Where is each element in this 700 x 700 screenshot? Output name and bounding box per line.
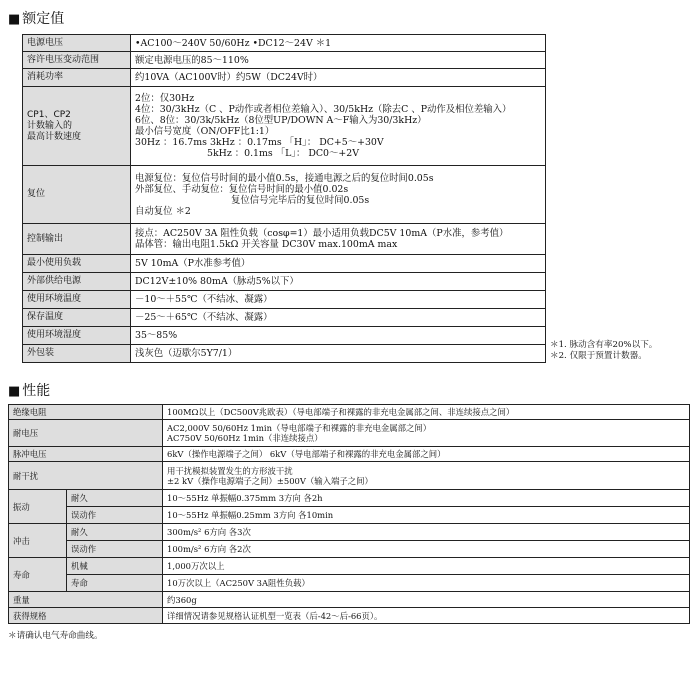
row-label: 振动 xyxy=(9,490,67,524)
table-row xyxy=(9,575,690,592)
section-title-performance: ■ 性能 xyxy=(8,383,51,399)
row-sublabel: 耐久 xyxy=(67,524,163,541)
table-row xyxy=(9,462,690,490)
table-row xyxy=(23,52,546,69)
table-row xyxy=(9,405,690,420)
row-label: 控制输出 xyxy=(23,224,131,255)
row-value: －25～＋65℃（不结冰、凝露） xyxy=(131,309,546,327)
row-label: 保存温度 xyxy=(23,309,131,327)
row-label: 消耗功率 xyxy=(23,69,131,87)
table-row xyxy=(9,558,690,575)
row-value: 浅灰色（迈歇尔5Y7/1） xyxy=(131,345,546,363)
row-label: 使用环境湿度 xyxy=(23,327,131,345)
row-label: 耐干扰 xyxy=(9,462,163,490)
row-value: 10～55Hz 单振幅0.25mm 3方向 各10min xyxy=(163,507,690,524)
row-label: 寿命 xyxy=(9,558,67,592)
black-square-icon: ■ xyxy=(8,384,21,399)
row-value: •AC100～240V 50/60Hz •DC12～24V ＊1 xyxy=(131,35,546,52)
row-value: 电源复位：复位信号时间的最小值0.5s，接通电源之后的复位时间0.05s 外部复位、手动复位：复位信号时间的最小值0.02s 复位信号完毕后的复位时间0.05s 自动复位 ＊2 xyxy=(131,166,546,224)
ratings-table xyxy=(22,34,546,363)
table-row xyxy=(9,447,690,462)
row-value: 1,000万次以上 xyxy=(163,558,690,575)
table-row xyxy=(9,608,690,624)
row-value: 100m/s² 6方向 各2次 xyxy=(163,541,690,558)
row-sublabel: 耐久 xyxy=(67,490,163,507)
row-value: DC12V±10% 80mA（脉动5%以下） xyxy=(131,273,546,291)
footnote-1: ＊1. 脉动含有率20%以下。 xyxy=(550,340,658,350)
section-title-ratings: ■ 额定值 xyxy=(8,11,65,27)
row-value: 约10VA（AC100V时）约5W（DC24V时） xyxy=(131,69,546,87)
row-label: 耐电压 xyxy=(9,420,163,447)
row-value: 额定电源电压的85～110% xyxy=(131,52,546,69)
row-value: －10～＋55℃（不结冰、凝露） xyxy=(131,291,546,309)
table-row xyxy=(9,507,690,524)
row-value: 2位：仅30Hz 4位：30/3kHz（C 、P动作或者相位差输入）、30/5kHz（除去C 、P动作及相位差输入） 6位、8位：30/3k/5kHz（8位型UP/DOWN A～F输入为30/3kHz） 最小信号宽度（ON/OFF比1:1） 30Hz ：16.7ms 3kHz ：0.17ms 「H」： DC+5～+30V 5kHz ：0.1ms 「L」： DC0～+2V xyxy=(131,87,546,166)
row-label: CP1、CP2 计数输入的 最高计数速度 xyxy=(23,87,131,166)
row-value: 接点：AC250V 3A 阻性负载（cosφ=1）最小适用负载DC5V 10mA（P水准，参考值） 晶体管：输出电阻1.5kΩ 开关容量 DC30V max.100mA max xyxy=(131,224,546,255)
black-square-icon: ■ xyxy=(8,12,21,27)
row-value: 35～85% xyxy=(131,327,546,345)
row-label: 外部供给电源 xyxy=(23,273,131,291)
row-value: 300m/s² 6方向 各3次 xyxy=(163,524,690,541)
row-value: 10～55Hz 单振幅0.375mm 3方向 各2h xyxy=(163,490,690,507)
row-value: 详细情况请参见规格认证机型一览表（后-42～后-66页）。 xyxy=(163,608,690,624)
table-row xyxy=(9,592,690,608)
row-value: 100MΩ以上（DC500V兆欧表）（导电部端子和裸露的非充电金属部之间、非连续接点之间） xyxy=(163,405,690,420)
table-row xyxy=(23,309,546,327)
table-row xyxy=(23,345,546,363)
table-row xyxy=(9,420,690,447)
row-value: AC2,000V 50/60Hz 1min（导电部端子和裸露的非充电金属部之间） AC750V 50/60Hz 1min（非连续接点） xyxy=(163,420,690,447)
row-value: 10万次以上（AC250V 3A阻性负载） xyxy=(163,575,690,592)
row-label: 绝缘电阻 xyxy=(9,405,163,420)
table-row xyxy=(23,291,546,309)
table-row xyxy=(9,524,690,541)
row-sublabel: 机械 xyxy=(67,558,163,575)
row-label: 脉冲电压 xyxy=(9,447,163,462)
row-value: 用干扰模拟装置发生的方形波干扰 ±2 kV（操作电源端子之间）±500V（输入端子之间） xyxy=(163,462,690,490)
table-row xyxy=(9,541,690,558)
table-row xyxy=(23,87,546,166)
table-row xyxy=(23,273,546,291)
table-row xyxy=(23,166,546,224)
row-value: 6kV（操作电源端子之间） 6kV（导电部端子和裸露的非充电金属部之间） xyxy=(163,447,690,462)
performance-table xyxy=(8,404,690,624)
row-value: 5V 10mA（P水准参考值） xyxy=(131,255,546,273)
table-row xyxy=(23,69,546,87)
row-label: 外包装 xyxy=(23,345,131,363)
table-row xyxy=(9,490,690,507)
performance-footnote: ＊请确认电气寿命曲线。 xyxy=(8,631,103,641)
row-label: 最小使用负载 xyxy=(23,255,131,273)
row-label: 冲击 xyxy=(9,524,67,558)
table-row xyxy=(23,224,546,255)
table-row xyxy=(23,255,546,273)
row-label: 复位 xyxy=(23,166,131,224)
row-label: 容许电压变动范围 xyxy=(23,52,131,69)
row-label: 使用环境温度 xyxy=(23,291,131,309)
row-sublabel: 误动作 xyxy=(67,541,163,558)
row-label: 重量 xyxy=(9,592,163,608)
table-row xyxy=(23,327,546,345)
footnote-2: ＊2. 仅限于预置计数器。 xyxy=(550,351,647,361)
row-sublabel: 误动作 xyxy=(67,507,163,524)
row-label: 获得规格 xyxy=(9,608,163,624)
row-label: 电源电压 xyxy=(23,35,131,52)
table-row xyxy=(23,35,546,52)
row-sublabel: 寿命 xyxy=(67,575,163,592)
row-value: 约360g xyxy=(163,592,690,608)
